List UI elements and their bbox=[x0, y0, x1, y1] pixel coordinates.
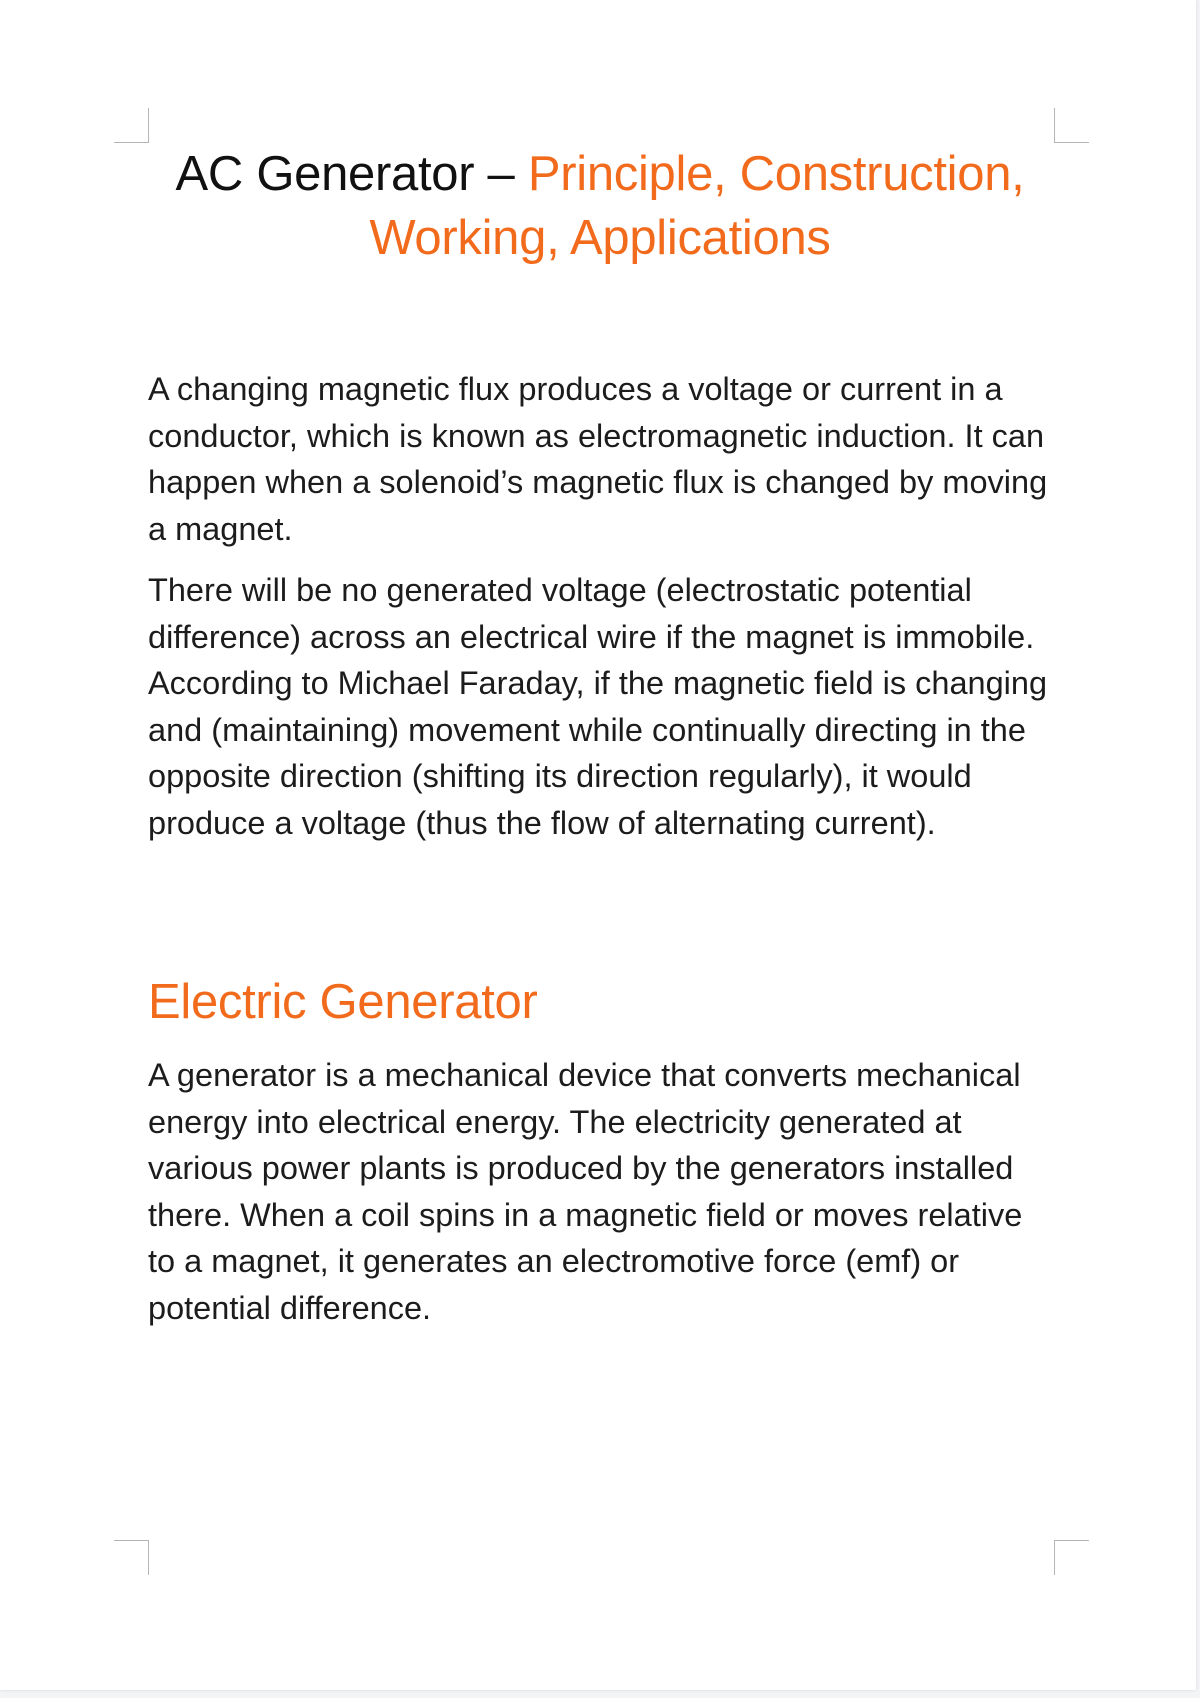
crop-mark-bottom-right bbox=[1054, 1540, 1089, 1575]
title-main: AC Generator – bbox=[175, 147, 528, 201]
section-paragraph-block bbox=[148, 1052, 1053, 1331]
body-paragraph: There will be no generated voltage (electrostatic potential difference) across an electrical wire if the magnet is immobile. According to Michael Faraday, if the magnetic field is changing and (maintaining) movement while continually directing in the opposite direction (shifting its direction regularly), it would produce a voltage (thus the flow of alternating current). bbox=[148, 572, 1048, 841]
section-heading: Electric Generator bbox=[148, 975, 538, 1029]
crop-mark-top-right bbox=[1054, 108, 1089, 143]
body-paragraph-2-block bbox=[148, 567, 1053, 846]
body-paragraph: A changing magnetic flux produces a voltage or current in a conductor, which is known as electromagnetic induction. It can happen when a solenoid’s magnetic flux is changed by moving a magnet. bbox=[148, 371, 1048, 547]
crop-mark-bottom-left bbox=[114, 1540, 149, 1575]
crop-mark-top-left bbox=[114, 108, 149, 143]
body-paragraph-1-block bbox=[148, 366, 1053, 552]
document-title bbox=[140, 142, 1060, 270]
title-highlight: Principle, Construction, Working, Applications bbox=[369, 147, 1025, 265]
section-paragraph: A generator is a mechanical device that converts mechanical energy into electrical energy. The electricity generated at various power plants is produced by the generators installed there. When a coil spins in a magnetic field or moves relative to a magnet, it generates an electromotive force (emf) or potential difference. bbox=[148, 1057, 1023, 1326]
